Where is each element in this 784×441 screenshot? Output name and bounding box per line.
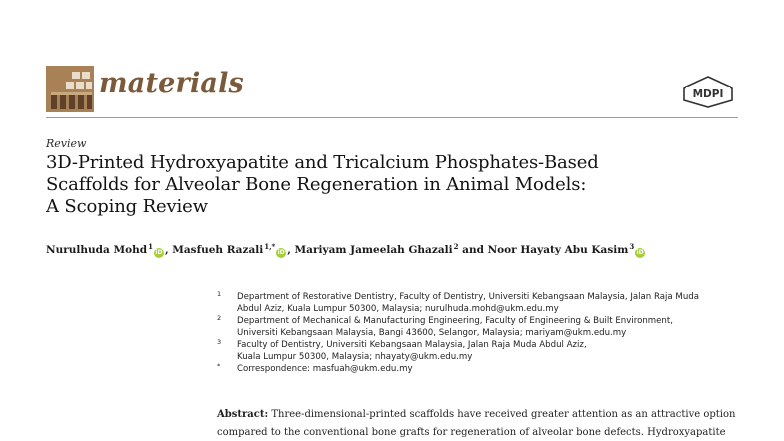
affiliation-item	[217, 339, 757, 363]
abstract	[217, 406, 747, 441]
author-name: Masfueh Razali	[172, 244, 264, 256]
author-name: Nurulhuda Mohd	[46, 244, 148, 256]
affiliation-line: Department of Restorative Dentistry, Faculty of Dentistry, Universiti Kebangsaan Malaysia, Jalan Raja Muda	[237, 292, 699, 302]
abstract-label: Abstract:	[217, 409, 269, 420]
author-affiliation-marker: 3	[629, 242, 635, 251]
affiliation-item	[217, 291, 757, 315]
journal-name: materials	[99, 68, 244, 99]
affiliation-number: *	[217, 362, 221, 370]
affiliation-item	[217, 315, 757, 339]
abstract-text: Three-dimensional-printed scaffolds have received greater attention as an attractive option	[268, 409, 736, 420]
affiliation-line: Faculty of Dentistry, Universiti Kebangsaan Malaysia, Jalan Raja Muda Abdul Aziz,	[237, 340, 587, 350]
affiliation-item	[217, 363, 757, 375]
affiliation-line: Department of Mechanical & Manufacturing Engineering, Faculty of Engineering & Built Environment,	[237, 316, 673, 326]
author-separator: ,	[164, 244, 173, 256]
title-line: A Scoping Review	[46, 196, 208, 217]
header-divider	[46, 117, 738, 118]
article-title	[46, 152, 746, 218]
author-separator: ,	[287, 244, 295, 256]
mdpi-logo-icon	[680, 76, 736, 108]
title-line: 3D-Printed Hydroxyapatite and Tricalcium Phosphates-Based	[46, 152, 599, 173]
journal-logo	[46, 66, 94, 112]
affiliation-list	[217, 291, 757, 375]
affiliation-line: Universiti Kebangsaan Malaysia, Bangi 43600, Selangor, Malaysia; mariyam@ukm.edu.my	[237, 328, 627, 338]
author-list	[46, 242, 766, 258]
orcid-icon[interactable]: iD	[155, 249, 163, 256]
orcid-icon[interactable]: iD	[636, 249, 644, 256]
journal-header	[0, 0, 784, 120]
author-affiliation-marker: 1	[148, 242, 153, 251]
orcid-icon[interactable]: iD	[277, 249, 285, 256]
abstract-line	[217, 406, 747, 424]
affiliation-line: Abdul Aziz, Kuala Lumpur 50300, Malaysia; nurulhuda.mohd@ukm.edu.my	[237, 304, 559, 314]
mdpi-logo-text: MDPI	[692, 88, 724, 100]
author-name: Noor Hayaty Abu Kasim	[487, 244, 629, 256]
mdpi-logo	[680, 76, 736, 108]
affiliation-number: 3	[217, 338, 222, 346]
author-separator: and	[458, 244, 488, 256]
title-line: Scaffolds for Alveolar Bone Regeneration in Animal Models:	[46, 174, 587, 195]
pillars-logo-icon	[46, 66, 94, 112]
correspondence-line: Correspondence: masfuah@ukm.edu.my	[237, 364, 413, 374]
article-type: Review	[46, 137, 87, 150]
author-affiliation-marker: 2	[453, 242, 459, 251]
affiliation-number: 2	[217, 314, 222, 322]
affiliation-number: 1	[217, 290, 222, 298]
affiliation-line: Kuala Lumpur 50300, Malaysia; nhayaty@ukm.edu.my	[237, 352, 473, 362]
author-name: Mariyam Jameelah Ghazali	[294, 244, 453, 256]
abstract-line: compared to the conventional bone grafts for regeneration of alveolar bone defects. Hydroxyapatite	[217, 427, 726, 438]
author-affiliation-marker: 1,*	[264, 242, 276, 251]
